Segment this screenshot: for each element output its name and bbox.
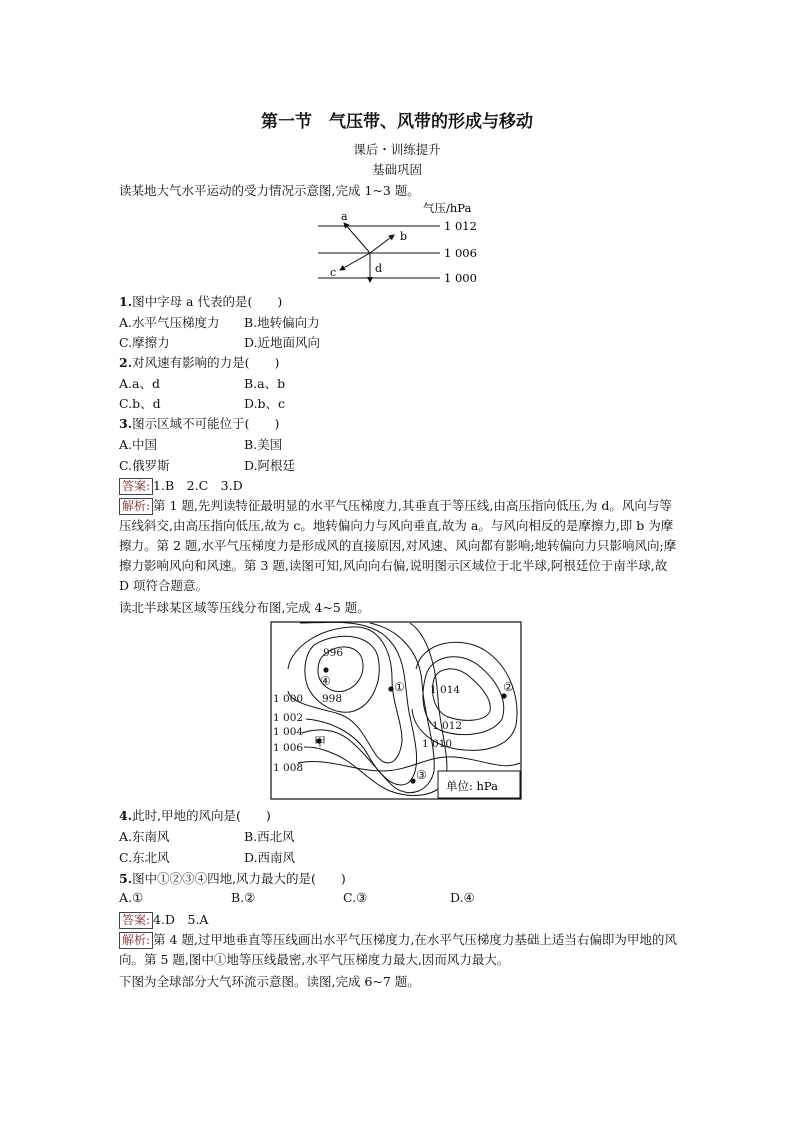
q2-option-c: C.b、d — [119, 396, 161, 411]
question-5: 5.图中①②③④四地,风力最大的是( ) — [119, 871, 346, 886]
question-2: 2.对风速有影响的力是( ) — [119, 355, 280, 370]
point-4-dot — [323, 667, 328, 672]
level-label: 基础巩固 — [371, 162, 422, 177]
isobar-label-1012: 1 012 — [444, 219, 477, 233]
label-996: 996 — [323, 647, 344, 659]
point-2-label: ② — [503, 680, 514, 694]
letter-d: d — [375, 262, 383, 275]
axis-label: 气压/hPa — [423, 201, 472, 215]
letter-b: b — [400, 230, 408, 243]
arrow-a — [344, 223, 370, 253]
point-3-label: ③ — [416, 768, 427, 782]
q4-option-b: B.西北风 — [244, 829, 295, 844]
q1-option-a: A.水平气压梯度力 — [119, 315, 220, 330]
explanation-tag: 解析: — [119, 498, 153, 515]
intro-1: 读某地大气水平运动的受力情况示意图,完成 1~3 题。 — [119, 183, 420, 198]
answer-1-3: 答案: 1.B 2.C 3.D — [119, 476, 243, 495]
arrow-b — [370, 235, 394, 253]
isobar-label-1006: 1 006 — [444, 246, 477, 260]
question-4: 4.此时,甲地的风向是( ) — [119, 808, 271, 823]
point-1-label: ① — [394, 680, 405, 694]
explanation-tag: 解析: — [119, 932, 153, 949]
question-1: 1.图中字母 a 代表的是( ) — [119, 294, 283, 309]
label-1004: 1 004 — [273, 726, 304, 738]
unit-label: 单位: hPa — [446, 779, 499, 793]
q5-option-c: C.③ — [343, 890, 368, 905]
q1-option-b: B.地转偏向力 — [244, 315, 320, 330]
q4-option-a: A.东南风 — [119, 829, 170, 844]
q1-option-c: C.摩擦力 — [119, 335, 170, 350]
page-title: 第一节 气压带、风带的形成与移动 — [261, 112, 533, 132]
point-2-dot — [501, 693, 506, 698]
point-3-dot — [410, 778, 415, 783]
q2-option-d: D.b、c — [244, 396, 286, 411]
q3-option-d: D.阿根廷 — [244, 458, 296, 473]
section-label: 课后・训练提升 — [353, 142, 441, 157]
point-1-dot — [388, 686, 393, 691]
label-1006: 1 006 — [273, 742, 304, 754]
force-diagram — [310, 196, 490, 288]
answer-tag: 答案: — [119, 912, 153, 929]
q4-option-d: D.西南风 — [244, 850, 296, 865]
q1-option-d: D.近地面风向 — [244, 335, 321, 350]
q5-option-a: A.① — [119, 890, 144, 905]
q4-option-c: C.东北风 — [119, 850, 170, 865]
q5-option-b: B.② — [231, 890, 256, 905]
q3-option-b: B.美国 — [244, 437, 283, 452]
q5-option-d: D.④ — [450, 890, 475, 905]
answer-tag: 答案: — [119, 478, 153, 495]
label-998: 998 — [322, 693, 343, 705]
label-1000: 1 000 — [273, 693, 304, 705]
answer-4-5: 答案: 4.D 5.A — [119, 910, 208, 929]
explanation-4-5: 解析: 第 4 题,过甲地垂直等压线画出水平气压梯度力,在水平气压梯度力基础上适当右偏即为甲地的风向。第 5 题,图中①地等压线最密,水平气压梯度力最大,因而风力最大。 — [119, 932, 677, 967]
label-1012: 1 012 — [432, 720, 463, 732]
intro-2: 读北半球某区域等压线分布图,完成 4~5 题。 — [119, 600, 370, 615]
point-jia-label: 甲 — [314, 735, 327, 749]
isobar-label-1000: 1 000 — [444, 271, 477, 285]
label-1002: 1 002 — [273, 712, 304, 724]
letter-a: a — [341, 210, 348, 223]
explanation-1-3: 解析: 第 1 题,先判读特征最明显的水平气压梯度力,其垂直于等压线,由高压指向低压,为 d。风向与等压线斜交,由高压指向低压,故为 c。地转偏向力与风向垂直,故为 a。与风向相反的是摩擦力,即 b 为摩擦力。第 2 题,水平气压梯度力是形成风的直接原因,对风速、风向都有影响;地转偏向力只影响风向;摩擦力影响风向和风速。第 3 题,读图可知,风向向右偏,说明图示区域位于北半球,阿根廷位于南半球,故 D 项符合题意。 — [119, 498, 677, 593]
q3-option-a: A.中国 — [119, 437, 158, 452]
question-3: 3.图示区域不可能位于( ) — [119, 416, 280, 431]
isobar-map — [270, 621, 522, 801]
intro-3: 下图为全球部分大气环流示意图。读图,完成 6~7 题。 — [119, 974, 420, 989]
q3-option-c: C.俄罗斯 — [119, 458, 170, 473]
arrow-c — [340, 253, 370, 270]
q2-option-a: A.a、d — [119, 376, 160, 391]
label-1014: 1 014 — [430, 684, 461, 696]
point-4-label: ④ — [320, 674, 331, 688]
letter-c: c — [330, 266, 337, 279]
label-1008: 1 008 — [273, 762, 304, 774]
label-1010: 1 010 — [422, 738, 453, 750]
q2-option-b: B.a、b — [244, 376, 286, 391]
